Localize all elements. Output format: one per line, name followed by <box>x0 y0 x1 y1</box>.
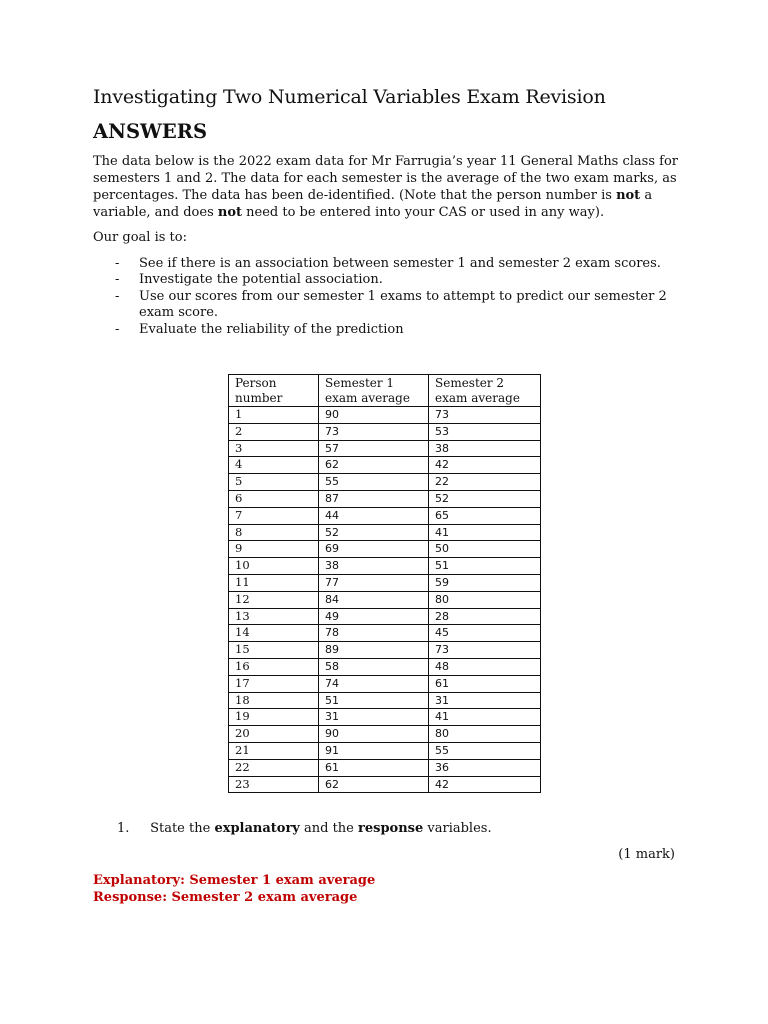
table-header-row <box>229 375 541 407</box>
cell-person-number: 15 <box>229 642 319 659</box>
bullet-dash: - <box>115 272 120 288</box>
cell-semester-2: 48 <box>429 658 541 675</box>
cell-semester-1: 91 <box>319 742 429 759</box>
table-row <box>229 558 541 575</box>
goal-item <box>93 322 693 338</box>
answer-explanatory: Explanatory: Semester 1 exam average <box>93 873 376 888</box>
cell-semester-2: 61 <box>429 675 541 692</box>
cell-semester-1: 84 <box>319 591 429 608</box>
goal-item <box>93 289 693 322</box>
table-row <box>229 474 541 491</box>
cell-person-number: 23 <box>229 776 319 793</box>
cell-person-number: 16 <box>229 658 319 675</box>
cell-person-number: 12 <box>229 591 319 608</box>
header-semester-2: Semester 2 exam average <box>429 375 541 407</box>
cell-semester-1: 90 <box>319 726 429 743</box>
table-row <box>229 440 541 457</box>
cell-semester-1: 62 <box>319 457 429 474</box>
mark-allocation: (1 mark) <box>618 847 675 862</box>
cell-person-number: 5 <box>229 474 319 491</box>
cell-person-number: 17 <box>229 675 319 692</box>
bullet-dash: - <box>115 288 120 304</box>
cell-semester-1: 78 <box>319 625 429 642</box>
intro-paragraph <box>93 153 683 221</box>
question-number: 1. <box>117 821 130 836</box>
exam-data-table <box>228 374 541 793</box>
cell-semester-2: 80 <box>429 591 541 608</box>
cell-semester-1: 44 <box>319 507 429 524</box>
cell-semester-2: 45 <box>429 625 541 642</box>
cell-person-number: 14 <box>229 625 319 642</box>
cell-person-number: 11 <box>229 574 319 591</box>
table-row <box>229 490 541 507</box>
table-row <box>229 692 541 709</box>
cell-person-number: 20 <box>229 726 319 743</box>
cell-person-number: 2 <box>229 423 319 440</box>
cell-semester-1: 49 <box>319 608 429 625</box>
goal-list <box>93 256 693 338</box>
table-row <box>229 642 541 659</box>
cell-semester-2: 50 <box>429 541 541 558</box>
cell-semester-1: 31 <box>319 709 429 726</box>
cell-semester-1: 58 <box>319 658 429 675</box>
cell-person-number: 18 <box>229 692 319 709</box>
goal-text: See if there is an association between semester 1 and semester 2 exam scores. <box>139 256 661 271</box>
table-row <box>229 625 541 642</box>
goal-label: Our goal is to: <box>93 230 187 245</box>
cell-person-number: 9 <box>229 541 319 558</box>
cell-person-number: 1 <box>229 407 319 424</box>
intro-text-3: need to be entered into your CAS or used in any way). <box>242 205 605 220</box>
header-person-number: Person number <box>229 375 319 407</box>
cell-person-number: 8 <box>229 524 319 541</box>
header-semester-1: Semester 1 exam average <box>319 375 429 407</box>
cell-semester-2: 55 <box>429 742 541 759</box>
cell-semester-1: 73 <box>319 423 429 440</box>
cell-semester-1: 38 <box>319 558 429 575</box>
goal-text: Investigate the potential association. <box>139 272 383 288</box>
cell-semester-2: 73 <box>429 642 541 659</box>
table-row <box>229 541 541 558</box>
table-row <box>229 457 541 474</box>
table-row <box>229 658 541 675</box>
table-row <box>229 608 541 625</box>
document-title: Investigating Two Numerical Variables Exam Revision <box>93 86 606 108</box>
table-row <box>229 423 541 440</box>
bullet-dash: - <box>115 321 120 337</box>
cell-person-number: 4 <box>229 457 319 474</box>
question-1 <box>117 821 492 836</box>
cell-semester-1: 51 <box>319 692 429 709</box>
bullet-dash: - <box>115 256 120 271</box>
intro-text-1: The data below is the 2022 exam data for Mr Farrugia’s year 11 General Maths class for semesters 1 and 2. The data for each semester is the average of the two exam marks, as percentages. The data has been de-identified. (Note that the person number is <box>93 154 679 203</box>
table-row <box>229 407 541 424</box>
question-text-mid: and the <box>299 821 359 836</box>
table-row <box>229 591 541 608</box>
table-body <box>229 407 541 793</box>
cell-semester-2: 59 <box>429 574 541 591</box>
goal-text: Evaluate the reliability of the prediction <box>139 321 404 337</box>
cell-semester-2: 80 <box>429 726 541 743</box>
table-row <box>229 709 541 726</box>
cell-semester-1: 77 <box>319 574 429 591</box>
cell-semester-2: 36 <box>429 759 541 776</box>
cell-semester-2: 52 <box>429 490 541 507</box>
cell-person-number: 21 <box>229 742 319 759</box>
table-row <box>229 726 541 743</box>
table-row <box>229 675 541 692</box>
table-row <box>229 524 541 541</box>
table-row <box>229 776 541 793</box>
cell-semester-2: 51 <box>429 558 541 575</box>
table-row <box>229 507 541 524</box>
cell-person-number: 13 <box>229 608 319 625</box>
cell-semester-2: 73 <box>429 407 541 424</box>
cell-person-number: 22 <box>229 759 319 776</box>
intro-text-2: a variable, and does <box>93 188 653 220</box>
cell-semester-1: 61 <box>319 759 429 776</box>
cell-semester-1: 57 <box>319 440 429 457</box>
cell-person-number: 3 <box>229 440 319 457</box>
cell-semester-1: 90 <box>319 407 429 424</box>
cell-semester-2: 31 <box>429 692 541 709</box>
cell-semester-2: 28 <box>429 608 541 625</box>
question-text-post: variables. <box>423 821 492 836</box>
cell-person-number: 19 <box>229 709 319 726</box>
question-bold-explanatory: explanatory <box>214 821 300 836</box>
answers-heading: ANSWERS <box>93 120 208 143</box>
cell-semester-1: 87 <box>319 490 429 507</box>
cell-semester-1: 69 <box>319 541 429 558</box>
cell-semester-2: 38 <box>429 440 541 457</box>
table-row <box>229 759 541 776</box>
cell-semester-1: 62 <box>319 776 429 793</box>
cell-semester-1: 74 <box>319 675 429 692</box>
goal-text: Use our scores from our semester 1 exams to attempt to predict our semester 2 exam score. <box>139 288 667 321</box>
cell-person-number: 10 <box>229 558 319 575</box>
cell-semester-2: 41 <box>429 524 541 541</box>
cell-semester-1: 52 <box>319 524 429 541</box>
cell-person-number: 7 <box>229 507 319 524</box>
question-text-pre: State the <box>150 821 215 836</box>
cell-semester-2: 53 <box>429 423 541 440</box>
goal-item <box>93 272 693 288</box>
table-row <box>229 574 541 591</box>
answer-response: Response: Semester 2 exam average <box>93 890 358 905</box>
question-bold-response: response <box>358 821 424 836</box>
cell-semester-2: 65 <box>429 507 541 524</box>
table-row <box>229 742 541 759</box>
cell-semester-2: 41 <box>429 709 541 726</box>
cell-semester-1: 55 <box>319 474 429 491</box>
cell-person-number: 6 <box>229 490 319 507</box>
cell-semester-1: 89 <box>319 642 429 659</box>
intro-bold-not-2: not <box>217 205 243 220</box>
intro-bold-not-1: not <box>616 188 641 203</box>
goal-item <box>93 256 693 272</box>
cell-semester-2: 42 <box>429 457 541 474</box>
cell-semester-2: 42 <box>429 776 541 793</box>
cell-semester-2: 22 <box>429 474 541 491</box>
